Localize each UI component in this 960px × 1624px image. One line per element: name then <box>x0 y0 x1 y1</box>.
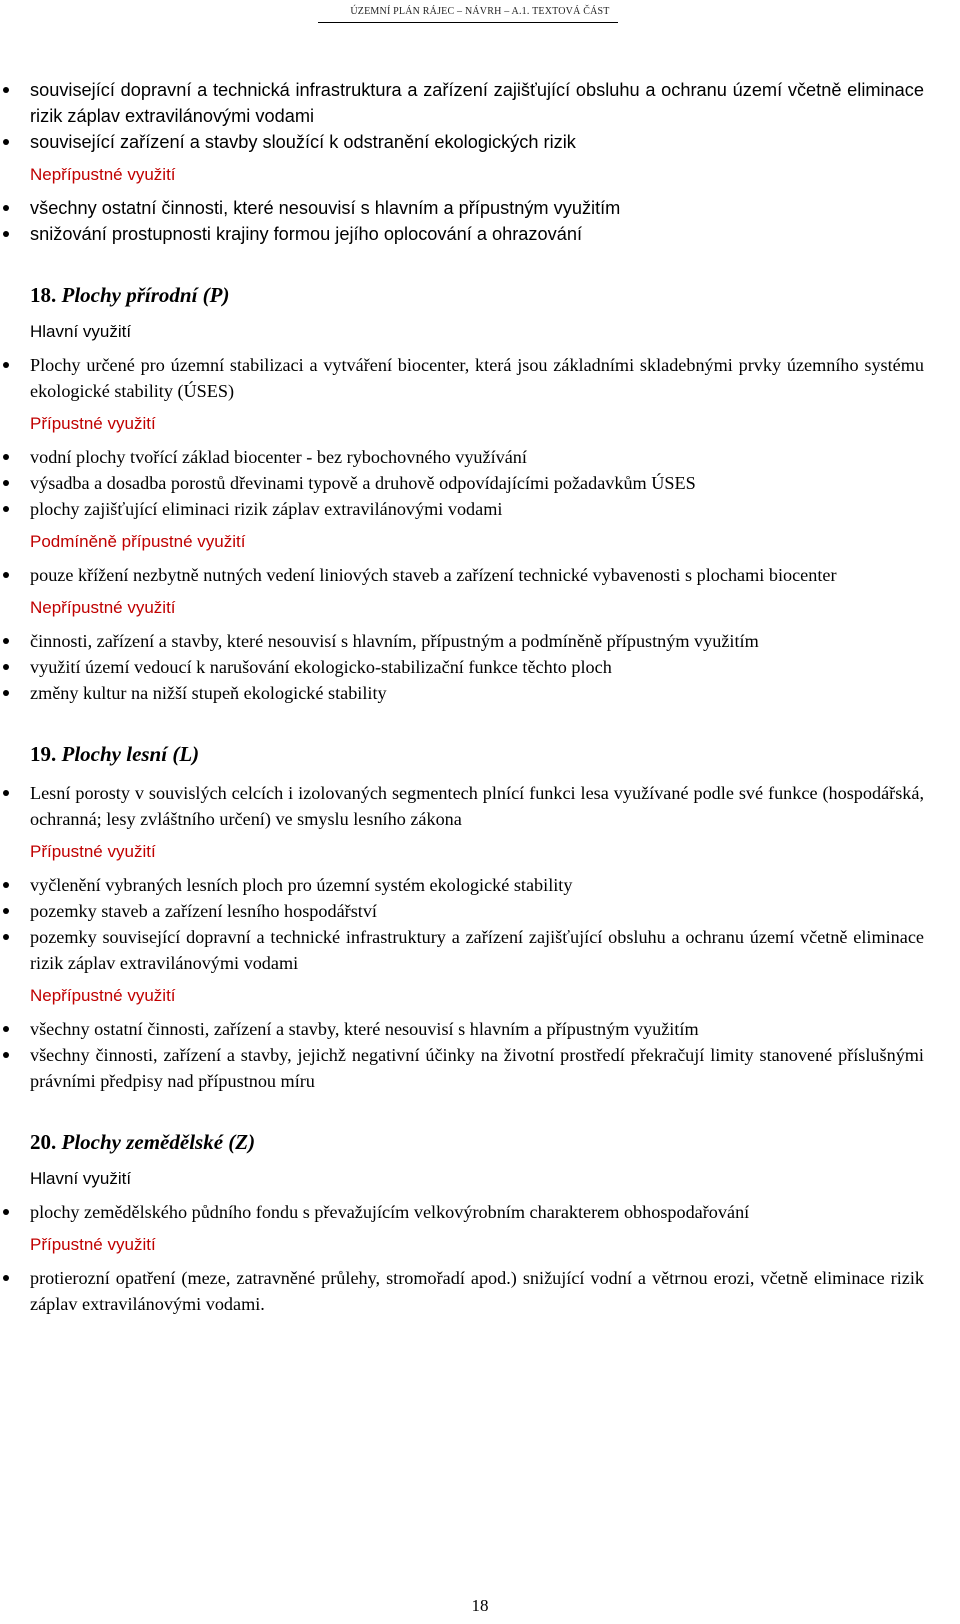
header-title: ÚZEMNÍ PLÁN RÁJEC – NÁVRH – A.1. TEXTOVÁ ČÁST <box>350 6 610 17</box>
list-item: pouze křížení nezbytně nutných vedení liniových staveb a zařízení technické vybavenosti s plochami biocenter <box>0 562 960 588</box>
document-body <box>0 77 960 1317</box>
section-title-19 <box>0 740 960 768</box>
list-item: snižování prostupnosti krajiny formou jejího oplocování a ohrazování <box>0 221 960 247</box>
subheading-nepripustne: Nepřípustné využití <box>30 986 176 1005</box>
nepripustne-list <box>0 628 960 706</box>
list-item: pozemky staveb a zařízení lesního hospodářství <box>0 898 960 924</box>
list-item: využití území vedoucí k narušování ekologicko-stabilizační funkce těchto ploch <box>0 654 960 680</box>
list-item: činnosti, zařízení a stavby, které nesouvisí s hlavním, přípustným a podmíněně přípustným využitím <box>0 628 960 654</box>
list-item: vodní plochy tvořící základ biocenter - bez rybochovného využívání <box>0 444 960 470</box>
section-name: Plochy přírodní (P) <box>61 283 230 307</box>
list-item: všechny ostatní činnosti, zařízení a stavby, které nesouvisí s hlavním a přípustným využitím <box>0 1016 960 1042</box>
page-header <box>0 6 960 17</box>
intro-list <box>0 780 960 832</box>
nepripustne-list <box>0 1016 960 1094</box>
list-item: výsadba a dosadba porostů dřevinami typově a druhově odpovídajícími požadavkům ÚSES <box>0 470 960 496</box>
section-number: 19. <box>30 742 57 766</box>
hlavni-list <box>0 1199 960 1225</box>
list-item: Plochy určené pro územní stabilizaci a vytváření biocenter, která jsou základními skladebnými prvky územního systému ekologické stability (ÚSES) <box>0 352 960 404</box>
list-item: související dopravní a technická infrastruktura a zařízení zajišťující obsluhu a ochranu území včetně eliminace rizik záplav extravilánovými vodami <box>0 77 960 129</box>
section-title-20 <box>0 1128 960 1156</box>
list-item: změny kultur na nižší stupeň ekologické stability <box>0 680 960 706</box>
subheading-pripustne: Přípustné využití <box>30 414 156 433</box>
subheading-podminene: Podmíněně přípustné využití <box>30 532 246 551</box>
subheading-hlavni: Hlavní využití <box>30 322 132 341</box>
section-number: 20. <box>30 1130 57 1154</box>
hlavni-list <box>0 352 960 404</box>
list-item: související zařízení a stavby sloužící k odstranění ekologických rizik <box>0 129 960 155</box>
pripustne-list <box>0 1265 960 1317</box>
section-name: Plochy lesní (L) <box>61 742 200 766</box>
list-item: protierozní opatření (meze, zatravněné průlehy, stromořadí apod.) snižující vodní a větrnou erozi, včetně eliminace rizik záplav extravilánovými vodami. <box>0 1265 960 1317</box>
list-item: Lesní porosty v souvislých celcích i izolovaných segmentech plnící funkci lesa využívané podle své funkce (hospodářská, ochranná; lesy zvláštního určení) ve smyslu lesního zákona <box>0 780 960 832</box>
pripustne-list <box>0 872 960 976</box>
section-title-18 <box>0 281 960 309</box>
list-item: pozemky související dopravní a technické infrastruktury a zařízení zajišťující obsluhu a ochranu území včetně eliminace rizik záplav extravilánovými vodami <box>0 924 960 976</box>
nepripustne-list <box>0 195 960 247</box>
subheading-pripustne: Přípustné využití <box>30 842 156 861</box>
list-item: všechny činnosti, zařízení a stavby, jejichž negativní účinky na životní prostředí překračují limity stanovené příslušnými právními předpisy nad přípustnou míru <box>0 1042 960 1094</box>
subheading-nepripustne: Nepřípustné využití <box>30 165 176 184</box>
podminene-list <box>0 562 960 588</box>
page-number: 18 <box>471 1596 489 1615</box>
section-number: 18. <box>30 283 57 307</box>
header-rule <box>318 22 618 23</box>
list-item: plochy zemědělského půdního fondu s převažujícím velkovýrobním charakterem obhospodařování <box>0 1199 960 1225</box>
list-item: plochy zajišťující eliminaci rizik záplav extravilánovými vodami <box>0 496 960 522</box>
subheading-hlavni: Hlavní využití <box>30 1169 132 1188</box>
list-item: vyčlenění vybraných lesních ploch pro územní systém ekologické stability <box>0 872 960 898</box>
pripustne-list <box>0 444 960 522</box>
subheading-pripustne: Přípustné využití <box>30 1235 156 1254</box>
list-item: všechny ostatní činnosti, které nesouvisí s hlavním a přípustným využitím <box>0 195 960 221</box>
continued-list <box>0 77 960 155</box>
section-name: Plochy zemědělské (Z) <box>61 1130 256 1154</box>
subheading-nepripustne: Nepřípustné využití <box>30 598 176 617</box>
